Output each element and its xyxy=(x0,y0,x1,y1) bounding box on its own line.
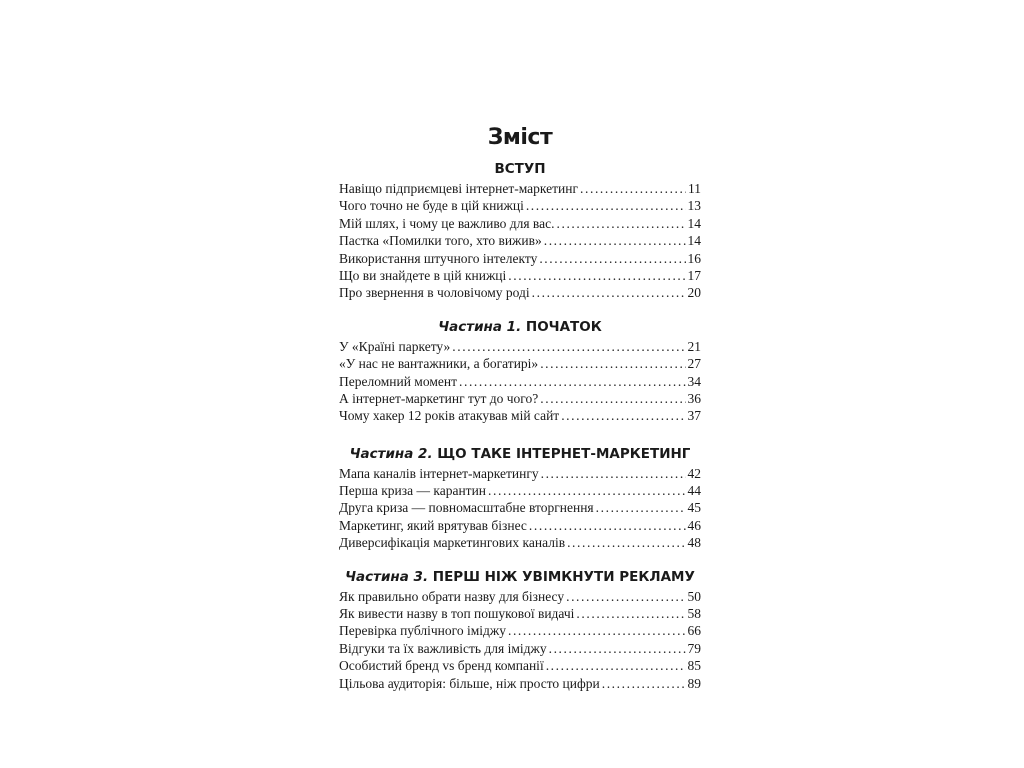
dot-leader xyxy=(541,465,686,482)
toc-entry[interactable] xyxy=(339,355,701,372)
dot-leader xyxy=(459,373,686,390)
toc-entry[interactable] xyxy=(339,465,701,482)
toc-entry-title: Чого точно не буде в цій книжці xyxy=(339,198,524,214)
dot-leader xyxy=(546,657,686,674)
dot-leader xyxy=(580,180,686,197)
toc-entry[interactable] xyxy=(339,640,701,657)
toc-entry-page: 11 xyxy=(688,181,701,196)
toc-entry[interactable] xyxy=(339,534,701,551)
toc-entry-page: 50 xyxy=(687,588,701,604)
dot-leader xyxy=(596,499,686,516)
toc-section-part-2 xyxy=(339,443,701,552)
section-heading-text: ВСТУП xyxy=(494,161,546,177)
toc-entry[interactable] xyxy=(339,250,701,267)
toc-entry-title: А інтернет-маркетинг тут до чого? xyxy=(339,390,539,406)
toc-entry-page: 17 xyxy=(687,267,701,283)
toc-entry-title: Мапа каналів інтернет-маркетингу xyxy=(339,465,539,481)
toc-entry[interactable] xyxy=(339,622,701,639)
toc-entry-page: 20 xyxy=(687,285,701,301)
dot-leader xyxy=(532,284,686,301)
dot-leader xyxy=(561,407,685,424)
dot-leader xyxy=(488,482,685,499)
toc-entry-title: Пастка «Помилки того, хто вижив» xyxy=(339,233,542,249)
toc-entry-title: Особистий бренд vs бренд компанії xyxy=(339,658,544,674)
toc-entry-page: 79 xyxy=(687,640,701,656)
toc-entry-title: Перша криза — карантин xyxy=(339,483,487,499)
section-heading-prefix: Частина 1. xyxy=(438,318,522,335)
section-heading xyxy=(339,158,701,180)
toc-entry-title: Перевірка публічного іміджу xyxy=(339,623,506,639)
dot-leader xyxy=(540,355,685,372)
toc-section-part-1 xyxy=(339,316,701,425)
section-heading xyxy=(339,316,701,338)
toc-section-part-3 xyxy=(339,566,701,692)
toc-entry-title: Відгуки та їх важливість для іміджу xyxy=(339,640,547,656)
toc-entry[interactable] xyxy=(339,605,701,622)
toc-entry[interactable] xyxy=(339,407,701,424)
section-heading-prefix: Частина 3. xyxy=(345,568,429,585)
toc-entry-page: 85 xyxy=(687,658,701,674)
dot-leader xyxy=(557,215,686,232)
dot-leader xyxy=(526,197,686,214)
toc-entry[interactable] xyxy=(339,588,701,605)
toc-entry-title: «У нас не вантажники, а богатирі» xyxy=(339,356,539,372)
toc-entry[interactable] xyxy=(339,197,701,214)
section-heading-text: ПОЧАТОК xyxy=(525,318,602,335)
toc-entry-title: Маркетинг, який врятував бізнес xyxy=(339,517,527,533)
dot-leader xyxy=(544,232,686,249)
toc-entry-title: Переломний момент xyxy=(339,373,457,389)
dot-leader xyxy=(549,640,686,657)
dot-leader xyxy=(566,588,685,605)
toc-entry-page: 16 xyxy=(687,250,701,266)
dot-leader xyxy=(602,675,686,692)
dot-leader xyxy=(540,390,685,407)
dot-leader xyxy=(567,534,685,551)
toc-entry-page: 89 xyxy=(687,675,701,691)
toc-entry-page: 66 xyxy=(687,623,701,639)
toc-entry-page: 14 xyxy=(687,215,701,231)
dot-leader xyxy=(508,622,686,639)
dot-leader xyxy=(529,517,686,534)
dot-leader xyxy=(539,250,685,267)
toc-entry[interactable] xyxy=(339,338,701,355)
toc-entry-page: 37 xyxy=(687,408,701,424)
section-heading xyxy=(339,566,701,588)
toc-entry-list xyxy=(339,588,701,692)
toc-entry-title: Друга криза — повномасштабне вторгнення xyxy=(339,500,594,516)
toc-entry-title: Диверсифікація маркетингових каналів xyxy=(339,535,566,551)
toc-entry-page: 14 xyxy=(687,233,701,249)
section-spacer xyxy=(339,425,701,443)
toc-entry-title: Чому хакер 12 років атакував мій сайт xyxy=(339,408,560,424)
toc-entry[interactable] xyxy=(339,215,701,232)
section-heading-text: ЩО ТАКЕ ІНТЕРНЕТ-МАРКЕТИНГ xyxy=(437,445,691,462)
toc-entry-title: Що ви знайдете в цій книжці xyxy=(339,267,507,283)
dot-leader xyxy=(452,338,685,355)
toc-entry-title: Використання штучного інтелекту xyxy=(339,250,538,266)
toc-entry-title: Навіщо підприємцеві інтернет-маркетинг xyxy=(339,181,579,196)
toc-entry[interactable] xyxy=(339,373,701,390)
section-heading xyxy=(339,443,701,465)
dot-leader xyxy=(576,605,685,622)
toc-entry[interactable] xyxy=(339,284,701,301)
toc-entry-page: 42 xyxy=(687,465,701,481)
toc-entry[interactable] xyxy=(339,180,701,197)
toc-entry-title: Цільова аудиторія: більше, ніж просто цифри xyxy=(339,675,600,691)
section-heading-prefix: Частина 2. xyxy=(349,445,433,462)
toc-entry-title: Як вивести назву в топ пошукової видачі xyxy=(339,606,575,622)
toc-entry-title: Про звернення в чоловічому роді xyxy=(339,285,530,301)
toc-entry-page: 34 xyxy=(687,373,701,389)
toc-entry[interactable] xyxy=(339,517,701,534)
toc-entry-title: Як правильно обрати назву для бізнесу xyxy=(339,588,565,604)
section-spacer xyxy=(339,302,701,316)
toc-entry[interactable] xyxy=(339,267,701,284)
toc-entry-page: 48 xyxy=(687,535,701,551)
toc-entry-page: 45 xyxy=(687,500,701,516)
toc-entry[interactable] xyxy=(339,390,701,407)
toc-entry[interactable] xyxy=(339,232,701,249)
toc-entry[interactable] xyxy=(339,499,701,516)
toc-entry[interactable] xyxy=(339,675,701,692)
toc-entry-list xyxy=(339,465,701,552)
toc-entry[interactable] xyxy=(339,482,701,499)
toc-title: Зміст xyxy=(487,125,553,150)
table-of-contents xyxy=(339,120,701,692)
section-spacer xyxy=(339,552,701,566)
section-heading-text: ПЕРШ НІЖ УВІМКНУТИ РЕКЛАМУ xyxy=(432,568,695,585)
dot-leader xyxy=(508,267,685,284)
toc-entry-page: 46 xyxy=(687,517,701,533)
toc-entry-list xyxy=(339,180,701,302)
toc-entry-list xyxy=(339,338,701,425)
toc-entry[interactable] xyxy=(339,657,701,674)
toc-section-intro xyxy=(339,158,701,302)
toc-entry-page: 27 xyxy=(687,356,701,372)
toc-entry-page: 44 xyxy=(687,483,701,499)
toc-entry-page: 36 xyxy=(687,390,701,406)
toc-entry-page: 21 xyxy=(687,338,701,354)
toc-entry-title: У «Країні паркету» xyxy=(339,338,451,354)
toc-entry-page: 58 xyxy=(687,606,701,622)
toc-entry-page: 13 xyxy=(687,198,701,214)
toc-entry-title: Мій шлях, і чому це важливо для вас. xyxy=(339,215,555,231)
